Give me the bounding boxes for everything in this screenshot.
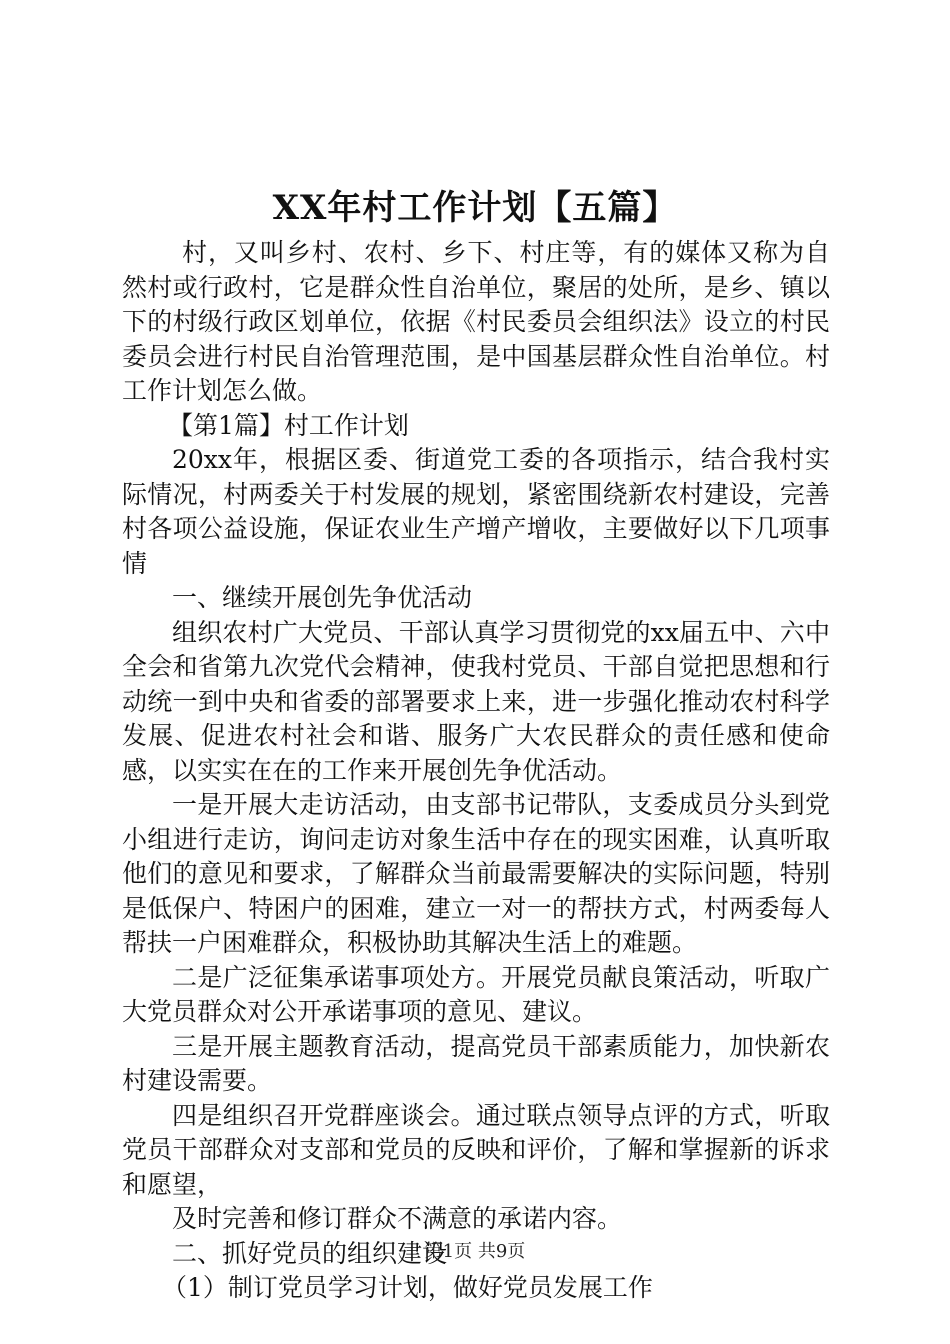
- section-heading-part-1: 【第1篇】村工作计划: [168, 410, 409, 440]
- intro-paragraph: 村，又叫乡村、农村、乡下、村庄等，有的媒体又称为自然村或行政村，它是群众性自治单位，聚居的处所，是乡、镇以下的村级行政区划单位，依据《村民委员会组织法》设立的村民委员会进行村民自治管理范围，是中国基层群众性自治单位。村工作计划怎么做。: [122, 238, 830, 405]
- body-paragraph: 一是开展大走访活动，由支部书记带队，支委成员分头到党小组进行走访，询问走访对象生活中存在的现实困难，认真听取他们的意见和要求，了解群众当前最需要解决的实际问题，特别是低保户、特困户的困难，建立一对一的帮扶方式，村两委每人帮扶一户困难群众，积极协助其解决生活上的难题。: [122, 790, 830, 957]
- body-paragraph: 组织农村广大党员、干部认真学习贯彻党的xx届五中、六中全会和省第九次党代会精神，使我村党员、干部自觉把思想和行动统一到中央和省委的部署要求上来，进一步强化推动农村科学发展、促进农村社会和谐、服务广大农民群众的责任感和使命感，以实实在在的工作来开展创先争优活动。: [122, 617, 830, 785]
- body-paragraph: 四是组织召开党群座谈会。通过联点领导点评的方式，听取党员干部群众对支部和党员的反映和评价，了解和掌握新的诉求和愿望，: [122, 1100, 830, 1199]
- body-paragraph: 二是广泛征集承诺事项处方。开展党员献良策活动，听取广大党员群众对公开承诺事项的意见、建议。: [122, 962, 830, 1026]
- subsection-heading: （1）制订党员学习计划，做好党员发展工作: [162, 1273, 653, 1302]
- document-body: [122, 236, 830, 1306]
- section-heading: 一、继续开展创先争优活动: [172, 583, 473, 612]
- body-paragraph: 及时完善和修订群众不满意的承诺内容。: [172, 1204, 623, 1233]
- section-heading: 二、抓好党员的组织建设: [172, 1238, 448, 1268]
- document-title: XX年村工作计划【五篇】: [272, 188, 678, 228]
- body-paragraph: 三是开展主题教育活动，提高党员干部素质能力，加快新农村建设需要。: [122, 1031, 830, 1095]
- page-footer: 第1页 共9页: [424, 1241, 526, 1262]
- body-paragraph: 20xx年，根据区委、街道党工委的各项指示，结合我村实际情况，村两委关于村发展的规划，紧密围绕新农村建设，完善村各项公益设施，保证农业生产增产增收，主要做好以下几项事情: [122, 445, 830, 578]
